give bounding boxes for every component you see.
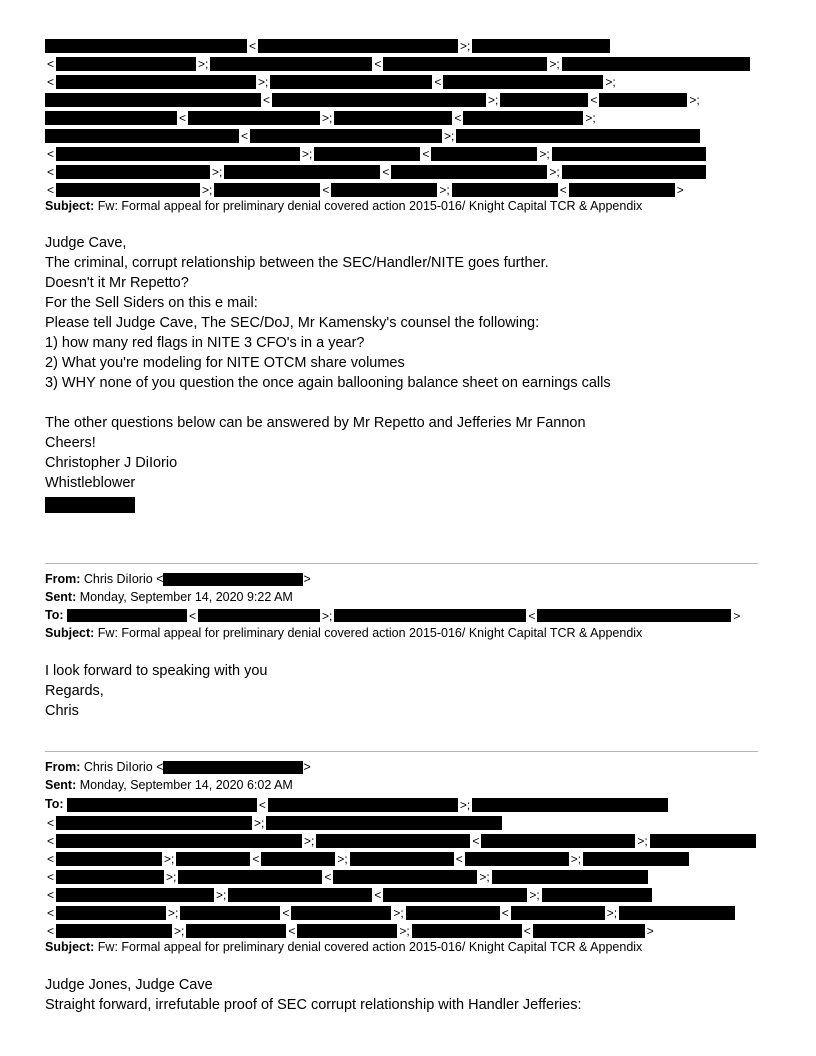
redaction-bar bbox=[180, 906, 280, 920]
body-text-line: Regards, bbox=[45, 683, 104, 699]
subject-line bbox=[45, 625, 642, 642]
address-punctuation: < bbox=[189, 608, 197, 623]
redaction-bar bbox=[492, 870, 648, 884]
address-punctuation: < bbox=[324, 869, 332, 884]
address-punctuation: < bbox=[252, 851, 260, 866]
address-punctuation: >; bbox=[202, 182, 213, 197]
address-punctuation: < bbox=[422, 146, 430, 161]
redaction-bar bbox=[650, 834, 756, 848]
redaction-bar bbox=[188, 111, 320, 125]
from-line bbox=[45, 571, 311, 588]
redaction-bar bbox=[270, 75, 432, 89]
redaction-bar bbox=[56, 834, 302, 848]
redacted-line bbox=[45, 127, 700, 143]
body-text-line: Chris bbox=[45, 703, 79, 719]
sent-line bbox=[45, 777, 293, 794]
header-field-value: Monday, September 14, 2020 9:22 AM bbox=[79, 590, 293, 604]
redaction-bar bbox=[56, 852, 162, 866]
address-punctuation: >; bbox=[529, 887, 540, 902]
header-field-label: From: bbox=[45, 760, 81, 774]
header-field-value: Monday, September 14, 2020 6:02 AM bbox=[79, 778, 293, 792]
redaction-bar bbox=[261, 852, 335, 866]
redaction-bar bbox=[266, 816, 502, 830]
address-punctuation: < bbox=[501, 905, 509, 920]
redacted-line bbox=[45, 832, 756, 848]
redaction-bar bbox=[45, 39, 247, 53]
redacted-line bbox=[45, 145, 706, 161]
redaction-bar bbox=[465, 852, 569, 866]
address-punctuation: >; bbox=[337, 851, 348, 866]
address-punctuation: >; bbox=[605, 74, 616, 89]
redaction-bar bbox=[56, 870, 164, 884]
to-line bbox=[45, 796, 668, 812]
address-punctuation: >; bbox=[585, 110, 596, 125]
address-punctuation: < bbox=[374, 887, 382, 902]
address-punctuation: >; bbox=[166, 869, 177, 884]
address-punctuation: > bbox=[733, 608, 741, 623]
address-punctuation: < bbox=[374, 56, 382, 71]
address-punctuation: < bbox=[47, 869, 55, 884]
redaction-bar bbox=[562, 57, 750, 71]
from-line bbox=[45, 759, 311, 776]
address-punctuation: < bbox=[47, 851, 55, 866]
address-punctuation: >; bbox=[258, 74, 269, 89]
redaction-bar bbox=[472, 39, 610, 53]
body-text-line: For the Sell Siders on this e mail: bbox=[45, 295, 258, 311]
redacted-line bbox=[45, 850, 689, 866]
header-field-label: To: bbox=[45, 608, 64, 622]
header-field-label: Sent: bbox=[45, 590, 77, 604]
redaction-bar bbox=[431, 147, 537, 161]
redaction-bar bbox=[56, 906, 166, 920]
address-punctuation: < bbox=[258, 797, 266, 812]
body-text-line: Doesn't it Mr Repetto? bbox=[45, 275, 189, 291]
address-punctuation: >; bbox=[174, 923, 185, 938]
redaction-bar bbox=[537, 609, 731, 622]
body-text-line: Straight forward, irrefutable proof of SEC corrupt relationship with Handler Jefferies: bbox=[45, 997, 582, 1013]
redaction-bar bbox=[569, 183, 675, 197]
redaction-bar bbox=[56, 888, 214, 902]
header-field-label: Subject: bbox=[45, 940, 95, 954]
redaction-bar bbox=[45, 129, 239, 143]
address-punctuation: >; bbox=[606, 905, 618, 920]
address-punctuation: >; bbox=[322, 110, 333, 125]
address-punctuation: >; bbox=[198, 56, 209, 71]
redacted-line bbox=[45, 109, 598, 125]
address-punctuation: < bbox=[559, 182, 567, 197]
header-field-value: Chris DiIorio < bbox=[83, 572, 164, 586]
redaction-bar bbox=[333, 870, 477, 884]
redaction-bar bbox=[176, 852, 250, 866]
redacted-line bbox=[45, 814, 502, 830]
redacted-line bbox=[45, 904, 735, 920]
header-field-label: Subject: bbox=[45, 199, 95, 213]
address-punctuation: >; bbox=[304, 833, 315, 848]
address-punctuation: >; bbox=[549, 56, 560, 71]
redaction-bar bbox=[56, 57, 196, 71]
address-punctuation: >; bbox=[302, 146, 313, 161]
redaction-bar bbox=[56, 147, 300, 161]
redaction-bar bbox=[511, 906, 605, 920]
address-punctuation: < bbox=[47, 56, 55, 71]
redaction-bar bbox=[316, 834, 470, 848]
address-punctuation: >; bbox=[689, 92, 700, 107]
header-field-value: Fw: Formal appeal for preliminary denial covered action 2015-016/ Knight Capital TCR & Appendix bbox=[97, 626, 643, 640]
address-punctuation: >; bbox=[164, 851, 175, 866]
address-punctuation: >; bbox=[212, 164, 223, 179]
redaction-bar bbox=[552, 147, 706, 161]
address-punctuation: < bbox=[382, 164, 390, 179]
body-text-line: Whistleblower bbox=[45, 475, 136, 491]
address-punctuation: < bbox=[249, 38, 257, 53]
redaction-bar bbox=[250, 129, 442, 143]
header-field-label: Subject: bbox=[45, 626, 95, 640]
redaction-bar bbox=[56, 183, 200, 197]
redaction-bar bbox=[412, 924, 522, 938]
redaction-bar bbox=[163, 573, 303, 586]
address-punctuation: >; bbox=[322, 608, 333, 623]
subject-line bbox=[45, 198, 642, 215]
redaction-bar bbox=[291, 906, 391, 920]
address-punctuation: < bbox=[241, 128, 249, 143]
header-field-value: > bbox=[303, 760, 311, 774]
body-text-line: I look forward to speaking with you bbox=[45, 663, 268, 679]
redaction-bar bbox=[224, 165, 380, 179]
body-text-line: 3) WHY none of you question the once again ballooning balance sheet on earnings calls bbox=[45, 375, 611, 391]
redaction-bar bbox=[258, 39, 458, 53]
address-punctuation: >; bbox=[393, 905, 404, 920]
subject-line bbox=[45, 939, 642, 956]
address-punctuation: < bbox=[288, 923, 296, 938]
address-punctuation: >; bbox=[637, 833, 648, 848]
address-punctuation: < bbox=[47, 833, 55, 848]
redaction-bar bbox=[619, 906, 735, 920]
address-punctuation: >; bbox=[570, 851, 582, 866]
address-punctuation: >; bbox=[444, 128, 455, 143]
redaction-bar bbox=[383, 888, 527, 902]
address-punctuation: < bbox=[523, 923, 531, 938]
header-field-value: Chris DiIorio < bbox=[83, 760, 164, 774]
redaction-bar bbox=[45, 93, 261, 107]
address-punctuation: < bbox=[434, 74, 442, 89]
address-punctuation: >; bbox=[479, 869, 490, 884]
redacted-signature bbox=[45, 497, 135, 513]
redaction-bar bbox=[56, 816, 252, 830]
redaction-bar bbox=[186, 924, 286, 938]
redaction-bar bbox=[228, 888, 372, 902]
redaction-bar bbox=[198, 609, 320, 622]
header-field-value: Fw: Formal appeal for preliminary denial covered action 2015-016/ Knight Capital TCR & Appendix bbox=[97, 199, 643, 213]
address-punctuation: >; bbox=[168, 905, 179, 920]
redacted-line bbox=[45, 922, 656, 938]
email-separator bbox=[45, 751, 758, 752]
redacted-line bbox=[45, 55, 750, 71]
address-punctuation: > bbox=[646, 923, 654, 938]
redaction-bar bbox=[463, 111, 583, 125]
redaction-bar bbox=[542, 888, 652, 902]
sent-line bbox=[45, 589, 293, 606]
redaction-bar bbox=[599, 93, 687, 107]
address-punctuation: < bbox=[454, 110, 462, 125]
address-punctuation: < bbox=[47, 923, 55, 938]
address-punctuation: < bbox=[47, 815, 55, 830]
redaction-bar bbox=[500, 93, 588, 107]
address-punctuation: >; bbox=[549, 164, 560, 179]
redaction-bar bbox=[334, 609, 526, 622]
redaction-bar bbox=[67, 798, 257, 812]
redaction-bar bbox=[391, 165, 547, 179]
body-text-line: 2) What you're modeling for NITE OTCM share volumes bbox=[45, 355, 405, 371]
redaction-bar bbox=[178, 870, 322, 884]
redaction-bar bbox=[443, 75, 603, 89]
email-separator bbox=[45, 563, 758, 564]
body-text-line: Christopher J DiIorio bbox=[45, 455, 178, 471]
redacted-line bbox=[45, 91, 702, 107]
redaction-bar bbox=[272, 93, 486, 107]
redaction-bar bbox=[268, 798, 458, 812]
redaction-bar bbox=[583, 852, 689, 866]
redaction-bar bbox=[56, 75, 256, 89]
redaction-bar bbox=[56, 924, 172, 938]
redaction-bar bbox=[210, 57, 372, 71]
redaction-bar bbox=[472, 798, 668, 812]
redacted-line bbox=[45, 181, 686, 197]
address-punctuation: < bbox=[282, 905, 290, 920]
redaction-bar bbox=[331, 183, 437, 197]
redaction-bar bbox=[56, 165, 210, 179]
redaction-bar bbox=[456, 129, 700, 143]
header-field-label: From: bbox=[45, 572, 81, 586]
body-text-line: The other questions below can be answered by Mr Repetto and Jefferies Mr Fannon bbox=[45, 415, 586, 431]
redaction-bar bbox=[163, 761, 303, 774]
address-punctuation: < bbox=[47, 146, 55, 161]
redaction-bar bbox=[406, 906, 500, 920]
redaction-bar bbox=[67, 609, 187, 622]
redaction-bar bbox=[334, 111, 452, 125]
header-field-value: Fw: Formal appeal for preliminary denial covered action 2015-016/ Knight Capital TCR & Appendix bbox=[97, 940, 643, 954]
address-punctuation: < bbox=[47, 164, 55, 179]
address-punctuation: >; bbox=[254, 815, 265, 830]
address-punctuation: < bbox=[179, 110, 187, 125]
redaction-bar bbox=[533, 924, 645, 938]
redacted-line bbox=[45, 886, 652, 902]
address-punctuation: >; bbox=[539, 146, 550, 161]
address-punctuation: < bbox=[322, 182, 330, 197]
address-punctuation: >; bbox=[488, 92, 499, 107]
redaction-bar bbox=[350, 852, 454, 866]
header-field-value: > bbox=[303, 572, 311, 586]
body-text-line: 1) how many red flags in NITE 3 CFO's in a year? bbox=[45, 335, 365, 351]
redaction-bar bbox=[45, 111, 177, 125]
address-punctuation: < bbox=[47, 182, 55, 197]
redaction-bar bbox=[562, 165, 706, 179]
to-line bbox=[45, 607, 742, 624]
redacted-line bbox=[45, 73, 618, 89]
address-punctuation: >; bbox=[460, 38, 471, 53]
redacted-line bbox=[45, 37, 610, 53]
address-punctuation: < bbox=[590, 92, 598, 107]
address-punctuation: < bbox=[263, 92, 271, 107]
header-field-label: To: bbox=[45, 797, 64, 811]
redacted-line bbox=[45, 868, 648, 884]
redaction-bar bbox=[314, 147, 420, 161]
redacted-line bbox=[45, 163, 706, 179]
body-text-line: Judge Cave, bbox=[45, 235, 127, 251]
body-text-line: Cheers! bbox=[45, 435, 96, 451]
address-punctuation: >; bbox=[439, 182, 450, 197]
redaction-bar bbox=[214, 183, 320, 197]
address-punctuation: < bbox=[455, 851, 463, 866]
redaction-bar bbox=[297, 924, 397, 938]
address-punctuation: >; bbox=[216, 887, 227, 902]
body-text-line: The criminal, corrupt relationship between the SEC/Handler/NITE goes further. bbox=[45, 255, 549, 271]
address-punctuation: >; bbox=[459, 797, 471, 812]
address-punctuation: >; bbox=[399, 923, 410, 938]
address-punctuation: < bbox=[47, 887, 55, 902]
redaction-bar bbox=[481, 834, 635, 848]
address-punctuation: < bbox=[47, 905, 55, 920]
address-punctuation: > bbox=[676, 182, 684, 197]
address-punctuation: < bbox=[528, 608, 536, 623]
address-punctuation: < bbox=[47, 74, 55, 89]
body-text-line: Please tell Judge Cave, The SEC/DoJ, Mr Kamensky's counsel the following: bbox=[45, 315, 540, 331]
redaction-bar bbox=[452, 183, 558, 197]
address-punctuation: < bbox=[472, 833, 480, 848]
redaction-bar bbox=[383, 57, 547, 71]
body-text-line: Judge Jones, Judge Cave bbox=[45, 977, 213, 993]
header-field-label: Sent: bbox=[45, 778, 77, 792]
